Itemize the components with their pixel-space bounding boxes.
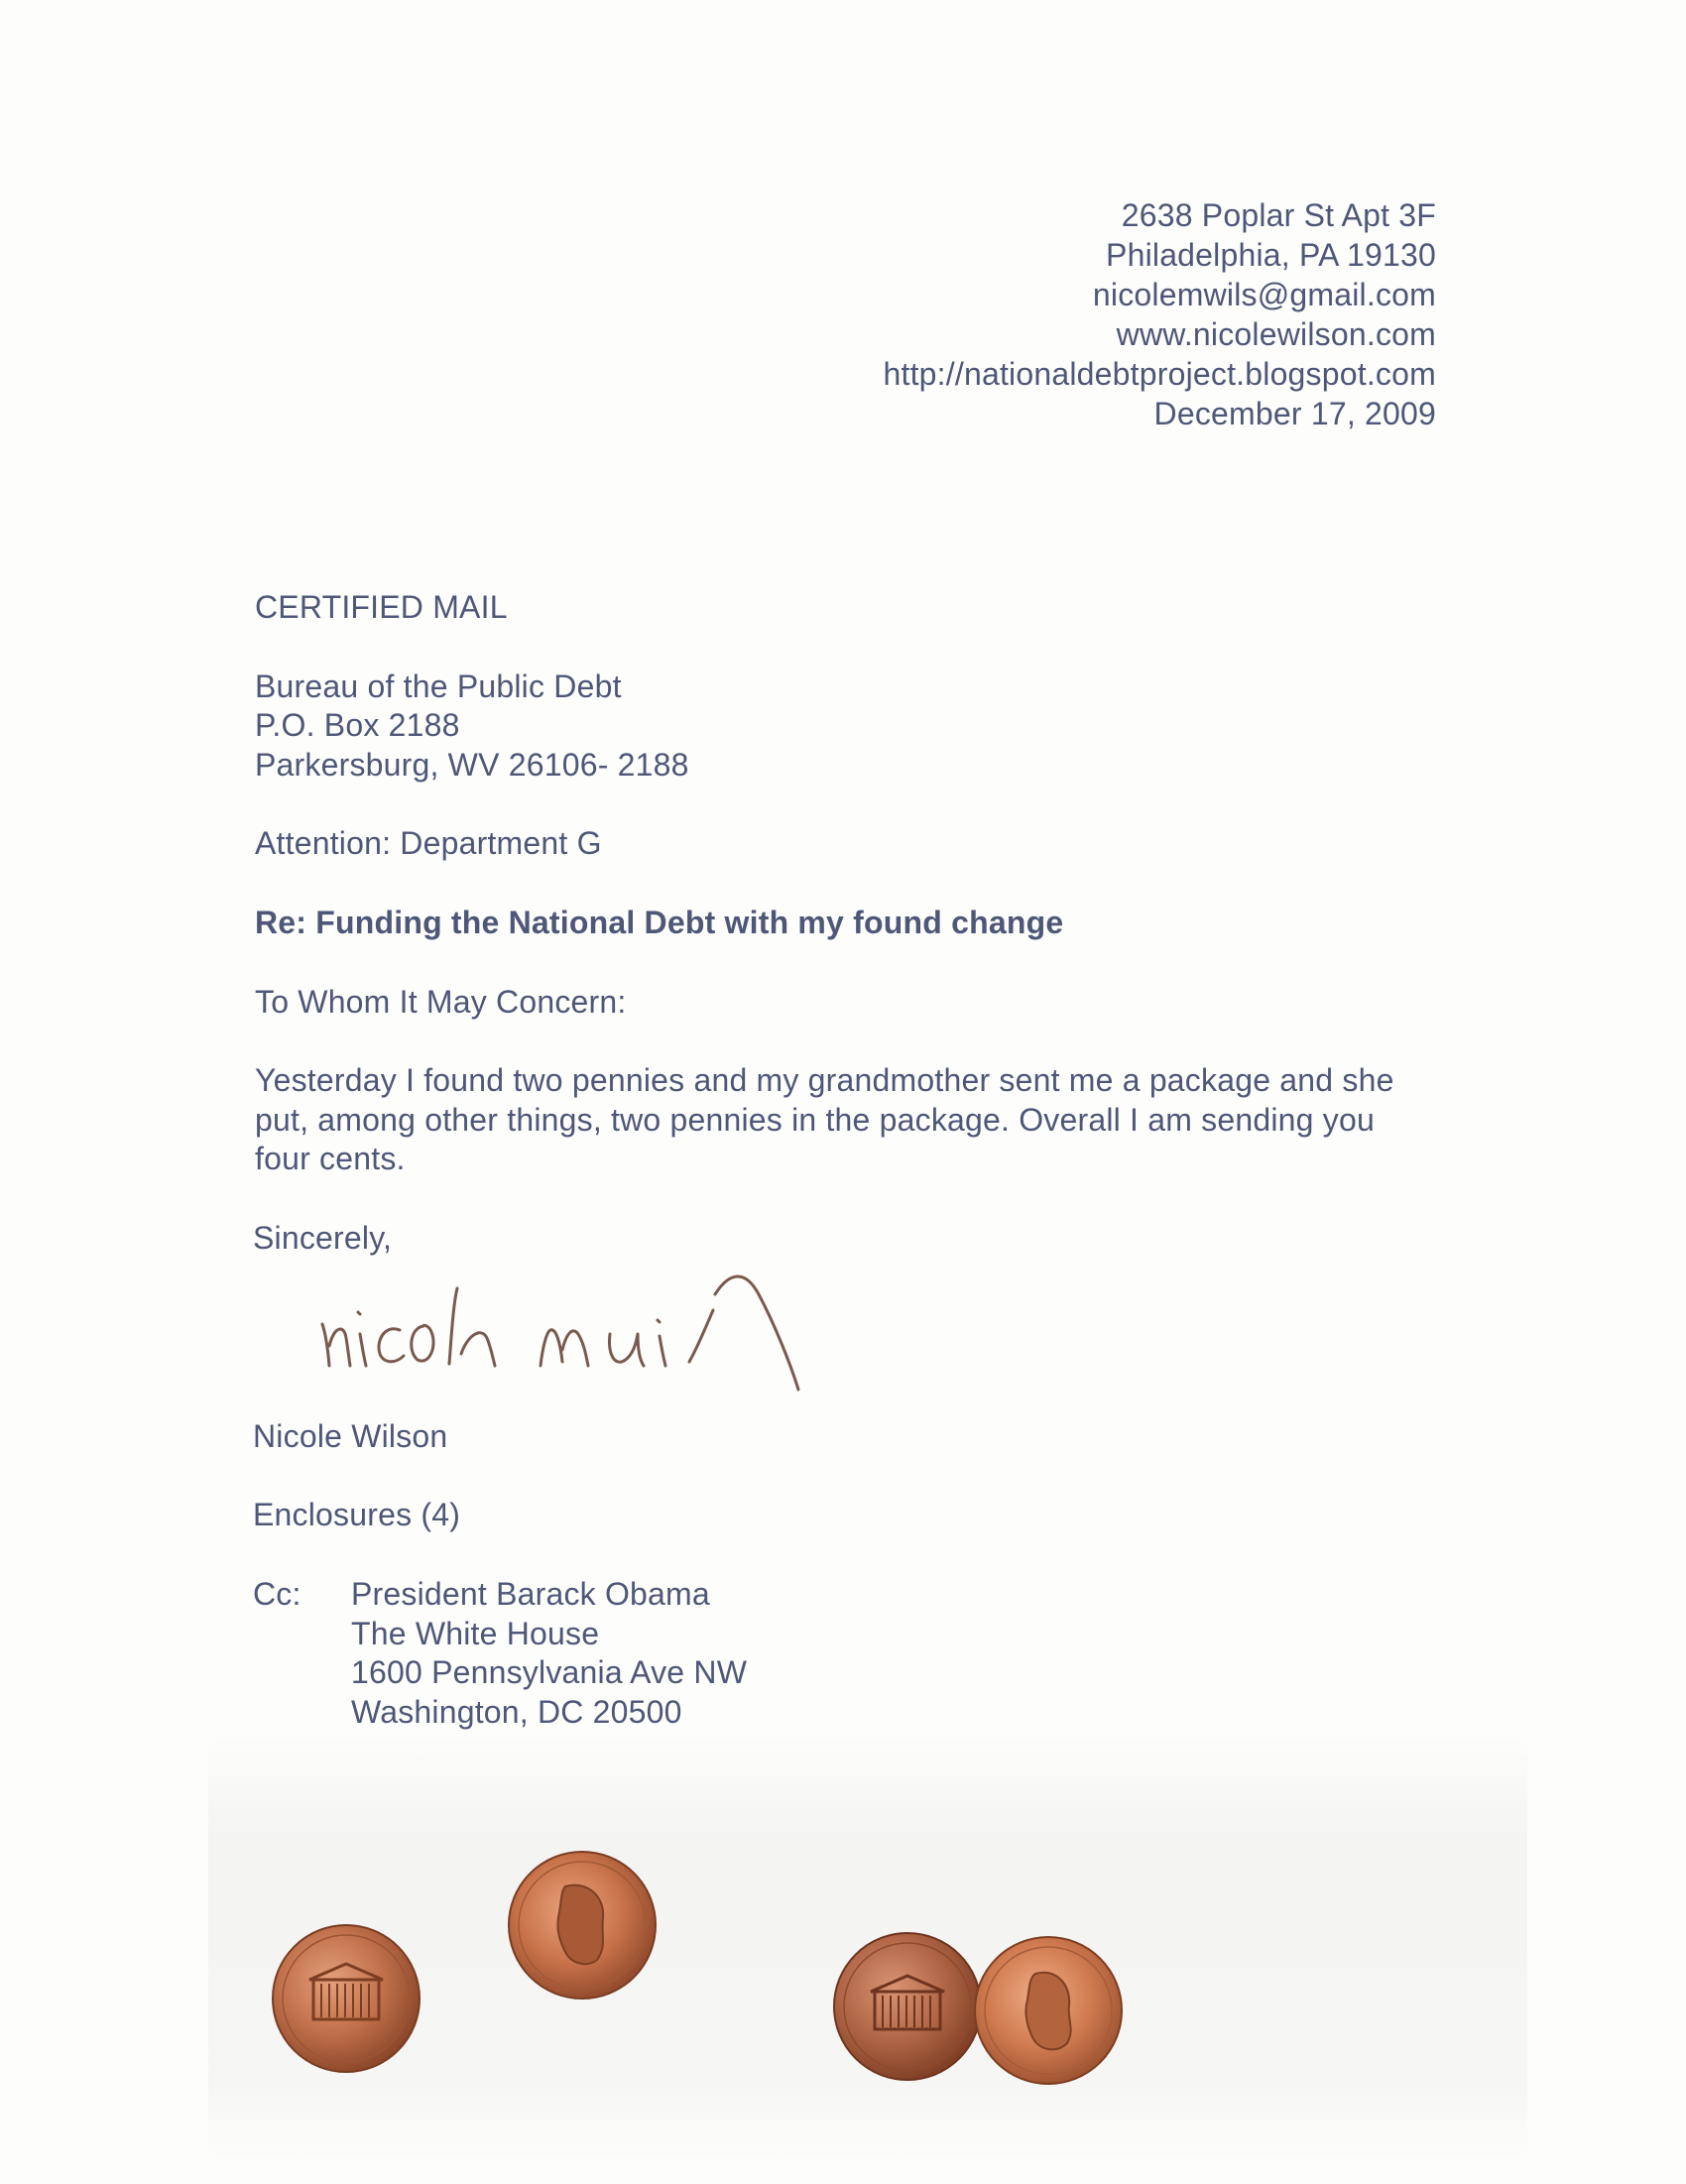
cc-line: Washington, DC 20500: [351, 1694, 682, 1730]
closing: Sincerely,: [253, 1220, 393, 1256]
sender-website: www.nicolewilson.com: [1116, 316, 1436, 352]
salutation: To Whom It May Concern:: [255, 984, 627, 1020]
signer-name: Nicole Wilson: [253, 1418, 448, 1454]
cc-label: Cc:: [253, 1576, 301, 1612]
sender-city: Philadelphia, PA 19130: [1106, 237, 1436, 273]
body-line: put, among other things, two pennies in the package. Overall I am sending you: [255, 1102, 1375, 1138]
cc-line: President Barack Obama: [351, 1576, 710, 1612]
attention-line: Attention: Department G: [255, 825, 602, 861]
body-line: Yesterday I found two pennies and my grandmother sent me a package and she: [255, 1062, 1394, 1098]
recipient-city: Parkersburg, WV 26106- 2188: [255, 747, 689, 783]
subject-line: Re: Funding the National Debt with my found change: [255, 905, 1064, 940]
sender-address-block: [884, 195, 1437, 433]
cc-line: The White House: [351, 1616, 600, 1651]
cc-line: 1600 Pennsylvania Ave NW: [351, 1654, 748, 1690]
delivery-method: CERTIFIED MAIL: [255, 589, 508, 625]
penny-obverse-2: [972, 1934, 1125, 2087]
letter-date: December 17, 2009: [1153, 396, 1436, 431]
recipient-name: Bureau of the Public Debt: [255, 668, 622, 704]
penny-reverse-2: [831, 1930, 984, 2083]
body-line: four cents.: [255, 1141, 406, 1176]
sender-blog: http://nationaldebtproject.blogspot.com: [883, 356, 1436, 392]
penny-reverse-1: [270, 1922, 422, 2075]
recipient-po-box: P.O. Box 2188: [255, 707, 460, 743]
handwritten-signature: [312, 1255, 898, 1403]
penny-obverse-1: [506, 1849, 659, 2002]
sender-email: nicolemwils@gmail.com: [1092, 277, 1436, 312]
sender-street: 2638 Poplar St Apt 3F: [1121, 197, 1436, 233]
enclosures-line: Enclosures (4): [253, 1497, 461, 1532]
